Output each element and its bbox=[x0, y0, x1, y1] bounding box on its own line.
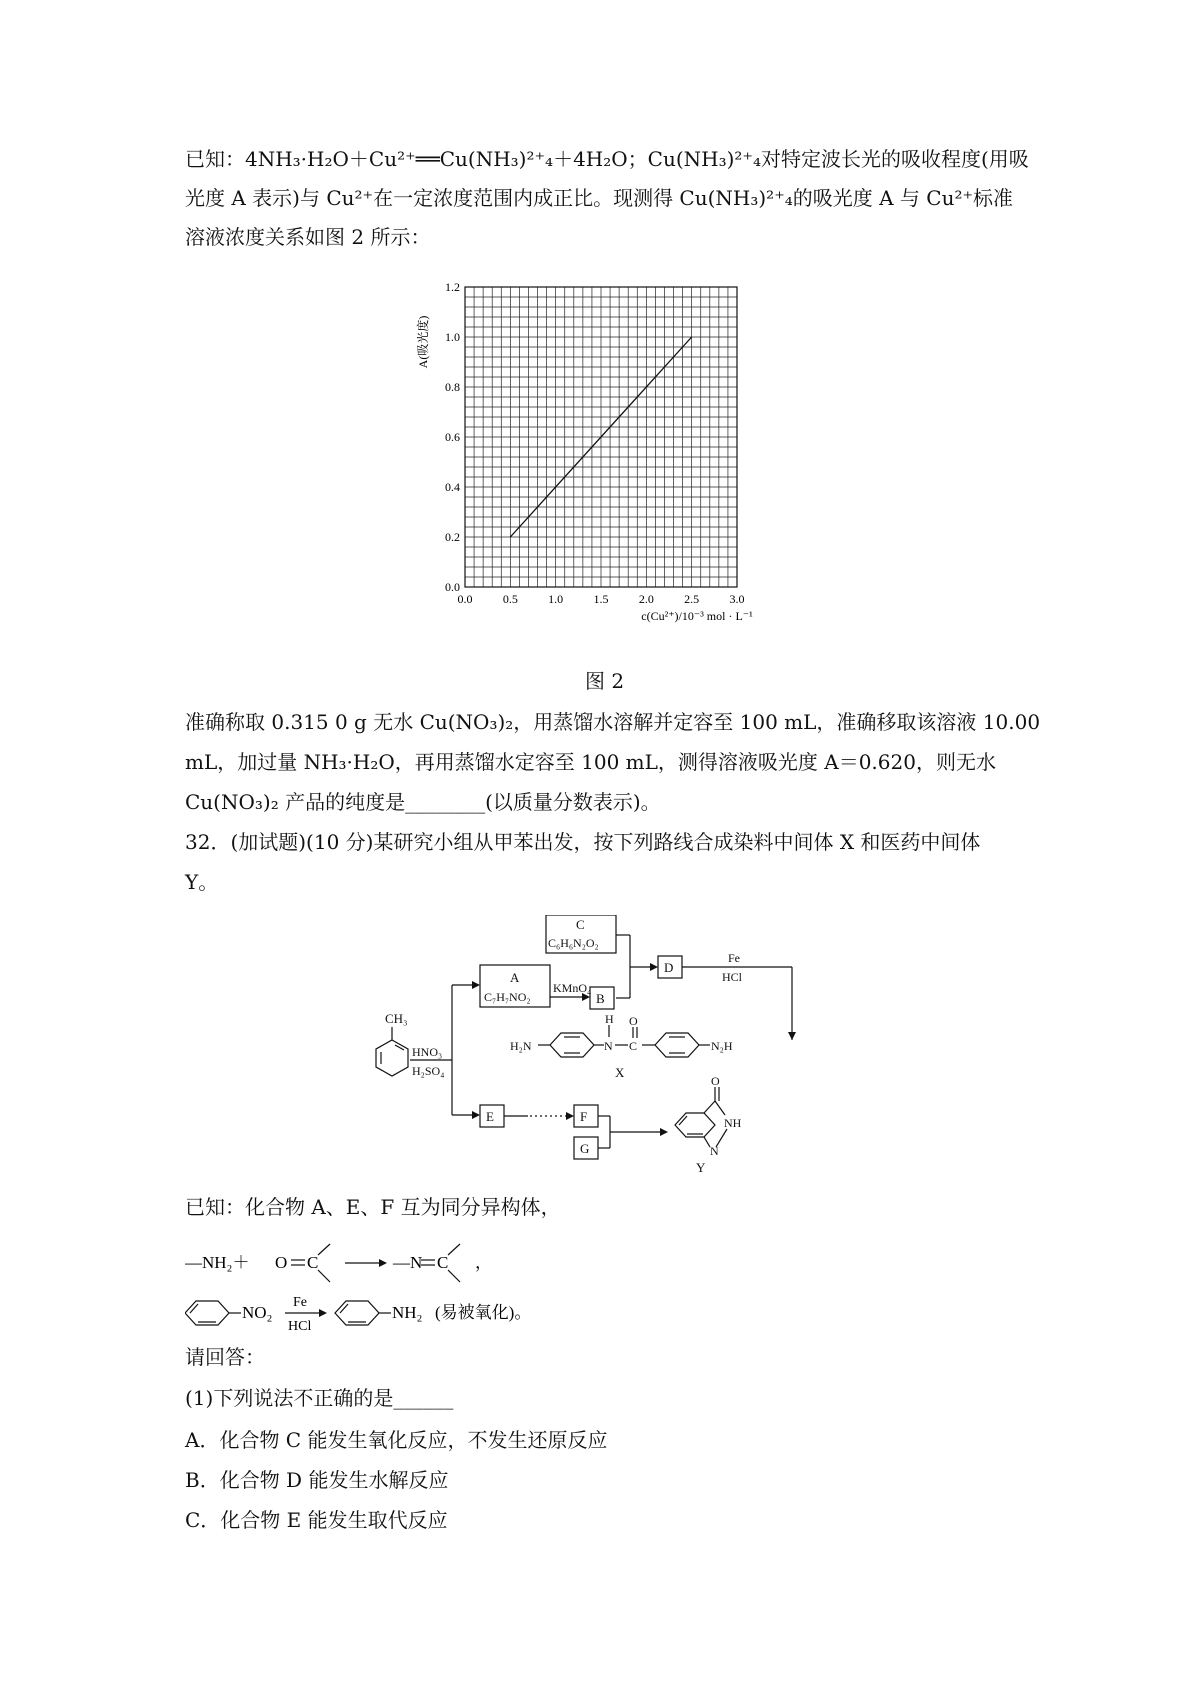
x-c: C bbox=[629, 1039, 638, 1053]
label-B: B bbox=[596, 991, 605, 1006]
x-tick-label: 2.0 bbox=[638, 592, 654, 606]
y-tick-label: 0.2 bbox=[445, 530, 460, 544]
x-n: N bbox=[604, 1039, 613, 1053]
label-Y: Y bbox=[696, 1160, 706, 1175]
r1-o: O bbox=[275, 1253, 288, 1272]
y-o: O bbox=[711, 1074, 720, 1088]
reagent-kmno4: KMnO₄ bbox=[553, 981, 592, 995]
option-c: C．化合物 E 能发生取代反应 bbox=[185, 1508, 448, 1532]
r2-fe: Fe bbox=[293, 1295, 307, 1310]
known-reaction-1 bbox=[185, 1238, 505, 1288]
r1-right-n: —N bbox=[393, 1253, 423, 1272]
label-X: X bbox=[615, 1065, 625, 1080]
y-tick-label: 1.2 bbox=[445, 280, 460, 294]
reagent-hno3: HNO₃ bbox=[412, 1045, 443, 1059]
intro-line-1: 已知：4NH₃·H₂O＋Cu²⁺══Cu(NH₃)²⁺₄＋4H₂O；Cu(NH₃)²⁺₄对特定波长光的吸收程度(用吸 bbox=[185, 147, 1029, 171]
y-tick-label: 0.6 bbox=[445, 430, 460, 444]
r2-note: (易被氧化)。 bbox=[435, 1303, 532, 1322]
reagent-fe-1: Fe bbox=[728, 951, 740, 965]
sub-question-1: (1)下列说法不正确的是______ bbox=[185, 1386, 454, 1410]
toluene-structure bbox=[376, 1027, 408, 1076]
r1-comma: ， bbox=[475, 1253, 492, 1272]
x-tick-label: 2.5 bbox=[684, 592, 700, 606]
y-tick-label: 0.4 bbox=[445, 480, 460, 494]
x-h2n: H₂N bbox=[510, 1039, 532, 1053]
known-reaction-2 bbox=[185, 1288, 685, 1338]
label-C: C bbox=[576, 917, 585, 932]
label-E: E bbox=[486, 1109, 494, 1124]
structure-Y bbox=[675, 1087, 727, 1147]
intro-line-2: 光度 A 表示)与 Cu²⁺在一定浓度范围内成正比。现测得 Cu(NH₃)²⁺₄的吸光度 A 与 Cu²⁺标准 bbox=[185, 186, 1014, 210]
option-a: A．化合物 C 能发生氧化反应，不发生还原反应 bbox=[185, 1428, 608, 1452]
label-F: F bbox=[580, 1109, 588, 1124]
intro-line-3: 溶液浓度关系如图 2 所示： bbox=[185, 225, 431, 249]
reagent-h2so4: H₂SO₄ bbox=[412, 1064, 445, 1078]
x-h: H bbox=[605, 1012, 614, 1026]
structure-X bbox=[538, 1025, 710, 1057]
synthesis-scheme bbox=[360, 915, 860, 1175]
x-tick-label: 0.5 bbox=[502, 592, 518, 606]
option-b: B．化合物 D 能发生水解反应 bbox=[185, 1468, 449, 1492]
label-A: A bbox=[510, 970, 520, 985]
x-tick-label: 1.5 bbox=[593, 592, 609, 606]
figure-2-caption: 图 2 bbox=[585, 669, 625, 693]
y-tick-label: 1.0 bbox=[445, 330, 460, 344]
x-tick-label: 1.0 bbox=[548, 592, 564, 606]
y-axis-label: A(吸光度) bbox=[416, 315, 430, 369]
q32-line-1: 32．(加试题)(10 分)某研究小组从甲苯出发，按下列路线合成染料中间体 X 和医药中间体 bbox=[185, 830, 981, 854]
formula-A: C₇H₇NO₂ bbox=[484, 990, 531, 1004]
problem-line-1: 准确称取 0.315 0 g 无水 Cu(NO₃)₂，用蒸馏水溶解并定容至 100 mL，准确移取该溶液 10.00 bbox=[185, 710, 1041, 734]
r2-no2: NO₂ bbox=[242, 1303, 273, 1322]
x-nh2: N₂H bbox=[711, 1039, 733, 1053]
reagent-hcl-1: HCl bbox=[722, 970, 743, 984]
r2-hcl: HCl bbox=[288, 1319, 312, 1334]
r1-left: —NH₂＋ bbox=[185, 1253, 250, 1272]
y-tick-label: 0.8 bbox=[445, 380, 460, 394]
x-tick-label: 0.0 bbox=[457, 592, 473, 606]
r2-nh2: NH₂ bbox=[392, 1303, 423, 1322]
y-n: N bbox=[710, 1144, 719, 1158]
absorbance-chart bbox=[405, 275, 805, 665]
x-o: O bbox=[629, 1014, 638, 1028]
formula-C: C₆H₆N₂O₂ bbox=[548, 936, 599, 950]
known-line-1: 已知：化合物 A、E、F 互为同分异构体， bbox=[185, 1195, 561, 1219]
y-nh: NH bbox=[724, 1116, 742, 1130]
x-axis-label: c(Cu²⁺)/10⁻³ mol · L⁻¹ bbox=[641, 609, 753, 623]
label-G: G bbox=[580, 1141, 590, 1156]
y-tick-label: 0.0 bbox=[445, 580, 460, 594]
toluene-ch3: CH₃ bbox=[385, 1011, 408, 1026]
problem-line-3: Cu(NO₃)₂ 产品的纯度是________(以质量分数表示)。 bbox=[185, 790, 661, 814]
label-D: D bbox=[664, 960, 674, 975]
q32-line-2: Y。 bbox=[185, 870, 219, 894]
problem-line-2: mL，加过量 NH₃·H₂O，再用蒸馏水定容至 100 mL，测得溶液吸光度 A＝0.620，则无水 bbox=[185, 750, 996, 774]
answer-prompt: 请回答： bbox=[185, 1345, 265, 1369]
r1-c: C bbox=[307, 1253, 319, 1272]
x-tick-label: 3.0 bbox=[729, 592, 745, 606]
r1-right-c: C bbox=[437, 1253, 449, 1272]
